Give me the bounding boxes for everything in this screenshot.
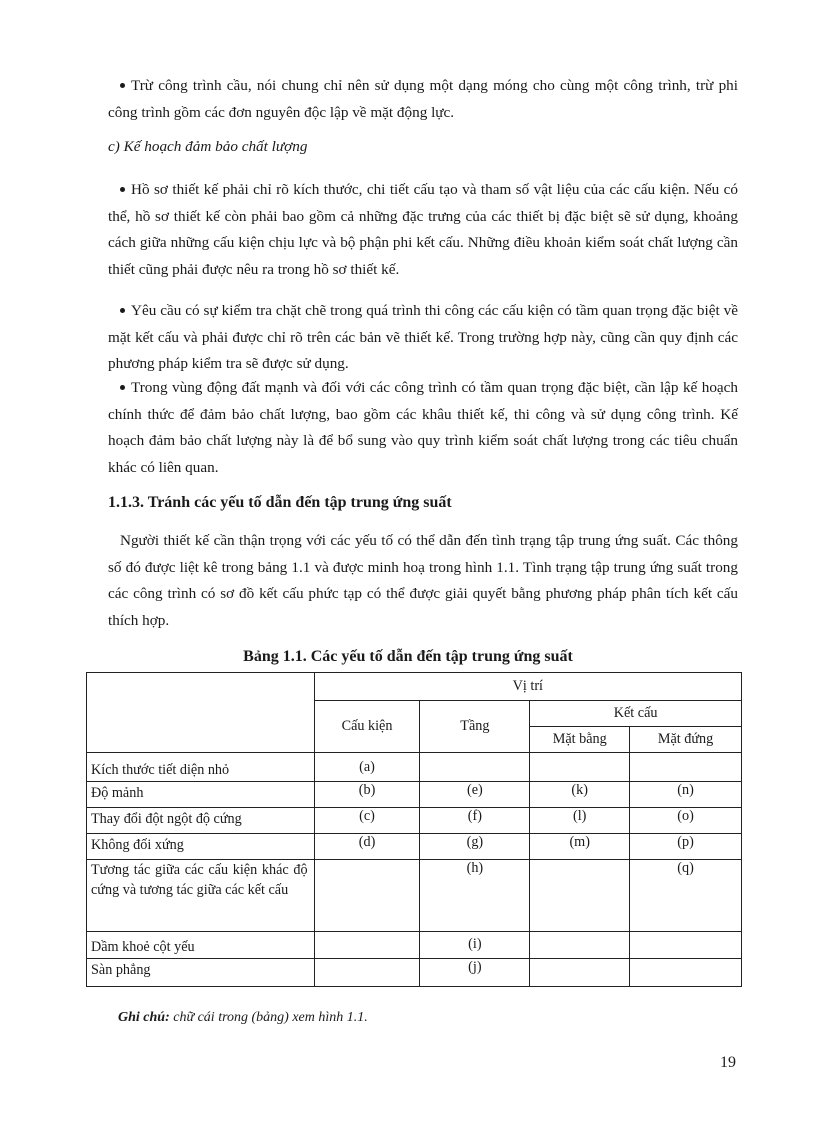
cell [630, 932, 742, 959]
cell: (n) [630, 782, 742, 808]
cell: (o) [630, 808, 742, 834]
cell [530, 860, 630, 932]
cell: (l) [530, 808, 630, 834]
cell: (e) [420, 782, 530, 808]
bullet-text-1: Trừ công trình cầu, nói chung chỉ nên sử dụng một dạng móng cho cùng một công trình, trừ phi công trình gồm các đơn nguyên độc lập về mặt động lực. [108, 77, 738, 121]
cell: (a) [314, 753, 420, 782]
cell: (j) [420, 959, 530, 987]
header-vi-tri: Vị trí [314, 673, 741, 701]
table-row [87, 808, 742, 834]
note-label: Ghi chú: [118, 1010, 170, 1025]
table-row [87, 834, 742, 860]
table-note [118, 1010, 368, 1026]
row-label: Dầm khoẻ cột yếu [87, 932, 315, 959]
cell: (h) [420, 860, 530, 932]
cell [630, 959, 742, 987]
row-label: Kích thước tiết diện nhỏ [87, 753, 315, 782]
bullet-icon [120, 83, 125, 88]
table-row [87, 959, 742, 987]
header-tang: Tầng [420, 701, 530, 753]
bullet-text-3: Yêu cầu có sự kiểm tra chặt chẽ trong quá trình thi công các cấu kiện có tầm quan trọng đặc biệt về mặt kết cấu và phải được chỉ rõ trên các bản vẽ thiết kế. Trong trường hợp này, cũng cần quy định các phương pháp kiểm tra sẽ được sử dụng. [108, 302, 738, 373]
bullet-icon [120, 385, 125, 390]
table-caption: Bảng 1.1. Các yếu tố dẫn đến tập trung ứng suất [243, 648, 573, 665]
bullet-icon [120, 308, 125, 313]
note-text: chữ cái trong (bảng) xem hình 1.1. [173, 1010, 368, 1025]
header-mat-dung: Mặt đứng [630, 727, 742, 753]
bullet-paragraph-2 [108, 177, 738, 283]
header-mat-bang: Mặt bằng [530, 727, 630, 753]
table-corner-cell [87, 673, 315, 753]
bullet-paragraph-3 [108, 298, 738, 378]
bullet-paragraph-4 [108, 375, 738, 481]
cell [314, 959, 420, 987]
cell [530, 932, 630, 959]
table-row [87, 782, 742, 808]
header-cau-kien: Cấu kiện [314, 701, 420, 753]
cell: (i) [420, 932, 530, 959]
table-row [87, 932, 742, 959]
cell: (b) [314, 782, 420, 808]
cell [420, 753, 530, 782]
bullet-paragraph-1 [108, 73, 738, 126]
section-heading: 1.1.3. Tránh các yếu tố dẫn đến tập trung ứng suất [108, 494, 452, 511]
row-label: Sàn phẳng [87, 959, 315, 987]
bullet-icon [120, 187, 125, 192]
cell [630, 753, 742, 782]
row-label: Tương tác giữa các cấu kiện khác độ cứng và tương tác giữa các kết cấu [87, 860, 315, 932]
bullet-text-2: Hồ sơ thiết kế phải chỉ rõ kích thước, chi tiết cấu tạo và tham số vật liệu của các cấu kiện. Nếu có thể, hồ sơ thiết kế còn phải bao gồm cả những đặc trưng của các thiết bị đặc biệt sẽ sử dụng, khoảng cách giữa những cấu kiện chịu lực và bộ phận phi kết cấu. Những điều khoản kiểm soát chất lượng cần thiết cũng phải được nêu ra trong hồ sơ thiết kế. [108, 181, 738, 278]
cell: (m) [530, 834, 630, 860]
cell: (c) [314, 808, 420, 834]
row-label: Độ mảnh [87, 782, 315, 808]
cell [530, 959, 630, 987]
cell: (q) [630, 860, 742, 932]
cell: (p) [630, 834, 742, 860]
cell: (f) [420, 808, 530, 834]
stress-factors-table [86, 672, 742, 987]
subheading: c) Kế hoạch đảm bảo chất lượng [108, 138, 308, 155]
cell [530, 753, 630, 782]
row-label: Không đối xứng [87, 834, 315, 860]
row-label: Thay đổi đột ngột độ cứng [87, 808, 315, 834]
cell: (d) [314, 834, 420, 860]
cell: (g) [420, 834, 530, 860]
table-row [87, 860, 742, 932]
page-number: 19 [720, 1054, 736, 1071]
cell [314, 860, 420, 932]
bullet-text-4: Trong vùng động đất mạnh và đối với các công trình có tầm quan trọng đặc biệt, cần lập kế hoạch chính thức để đảm bảo chất lượng, bao gồm các khâu thiết kế, thi công và sử dụng công trình. Kế hoạch đảm bảo chất lượng này là để bổ sung vào quy trình kiểm soát chất lượng trong các tiêu chuẩn khác có liên quan. [108, 379, 738, 476]
section-paragraph: Người thiết kế cần thận trọng với các yếu tố có thể dẫn đến tình trạng tập trung ứng suất. Các thông số đó được liệt kê trong bảng 1.1 và được minh hoạ trong hình 1.1. Tình trạng tập trung ứng suất trong các công trình có sơ đồ kết cấu phức tạp có thể được giải quyết bằng phương pháp phân tích kết cấu thích hợp. [108, 532, 738, 629]
table-row [87, 753, 742, 782]
cell: (k) [530, 782, 630, 808]
header-ket-cau: Kết cấu [530, 701, 742, 727]
cell [314, 932, 420, 959]
